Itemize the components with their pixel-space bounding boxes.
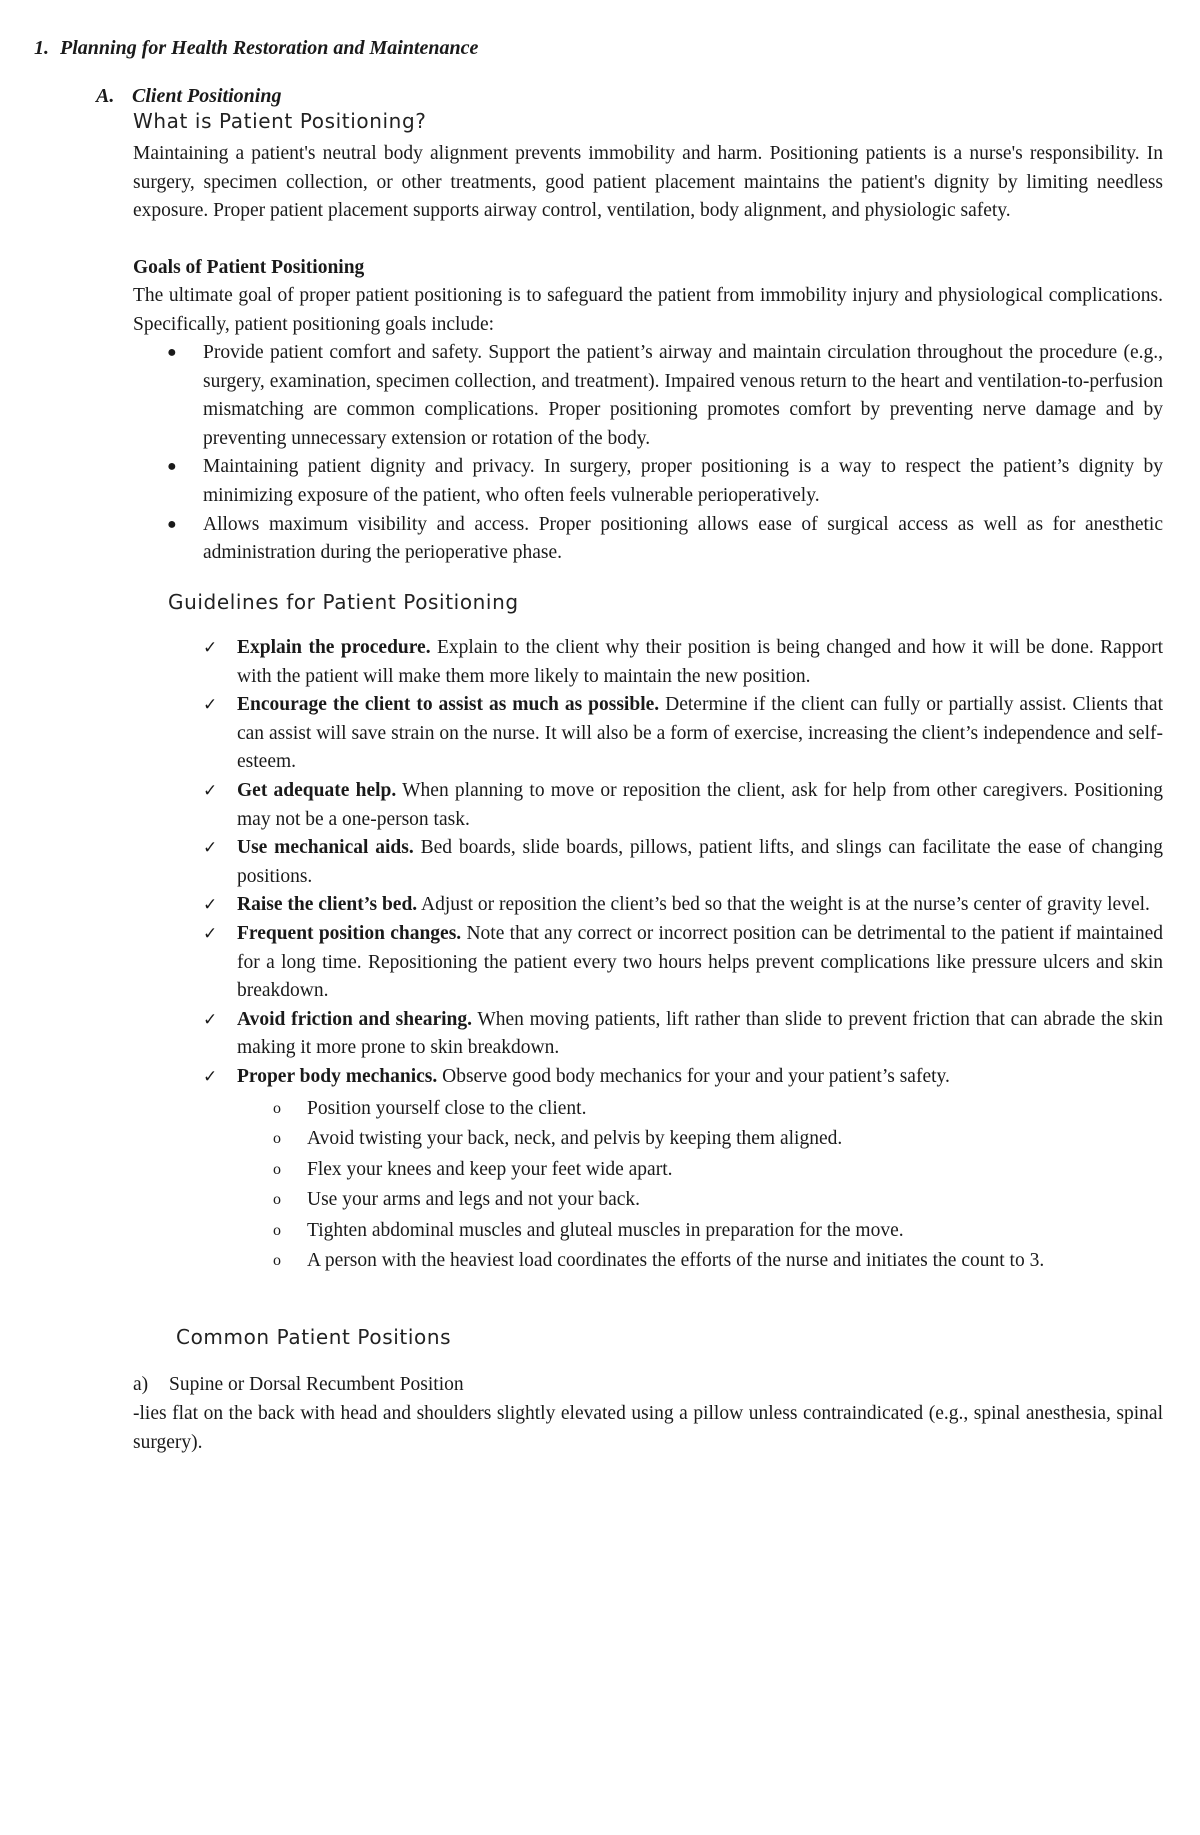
guideline-title: Explain the procedure. bbox=[237, 637, 431, 658]
section-title: Planning for Health Restoration and Maintenance bbox=[60, 37, 479, 59]
checkmark-icon: ✓ bbox=[203, 695, 218, 716]
list-item bbox=[133, 511, 1163, 568]
list-item bbox=[203, 634, 1163, 691]
sub-bullet-icon: o bbox=[273, 1130, 281, 1147]
list-item bbox=[203, 1006, 1163, 1063]
guideline-text: Adjust or reposition the client’s bed so that the weight is at the nurse’s center of gravity level. bbox=[417, 894, 1150, 916]
list-item bbox=[203, 891, 1163, 920]
list-item bbox=[203, 1063, 1163, 1277]
what-is-body: Maintaining a patient's neutral body alignment prevents immobility and harm. Positioning patients is a nurse's responsibility. In surgery, specimen collection, or other treatments, good patient placement maintains the patient's dignity by limiting needless exposure. Proper patient placement supports airway control, ventilation, body alignment, and physiologic safety. bbox=[133, 143, 1163, 222]
body-mechanics-list bbox=[237, 1094, 1163, 1277]
list-item bbox=[237, 1185, 1163, 1216]
guidelines-list bbox=[203, 634, 1163, 1277]
sub-item-text: Use your arms and legs and not your back. bbox=[307, 1189, 641, 1210]
guideline-text: When planning to move or reposition the client, ask for help from other caregivers. Positioning may not be a one-person task. bbox=[237, 779, 1164, 830]
sub-bullet-icon: o bbox=[273, 1099, 281, 1117]
checkmark-icon: ✓ bbox=[203, 923, 218, 944]
bullet-icon: ● bbox=[167, 458, 177, 476]
guideline-title: Get adequate help. bbox=[237, 779, 397, 801]
guideline-text: Bed boards, slide boards, pillows, patient lifts, and slings can facilitate the ease of changing positions. bbox=[237, 837, 1163, 887]
list-item bbox=[133, 339, 1163, 453]
guideline-text: Explain to the client why their position is being changed and how it will be done. Rapport with the patient will make them more likely to maintain the new position. bbox=[237, 637, 1163, 687]
list-item bbox=[133, 453, 1163, 510]
sub-bullet-icon: o bbox=[273, 1160, 281, 1178]
list-item bbox=[237, 1094, 1163, 1125]
guideline-text: When moving patients, lift rather than slide to prevent friction that can abrade the skin making it more prone to skin breakdown. bbox=[237, 1008, 1163, 1059]
checkmark-icon: ✓ bbox=[203, 780, 218, 801]
sub-bullet-icon: o bbox=[273, 1221, 281, 1239]
sub-bullet-icon: o bbox=[273, 1191, 281, 1208]
sub-item-text: Position yourself close to the client. bbox=[307, 1097, 587, 1119]
guideline-text: Observe good body mechanics for your and your patient’s safety. bbox=[437, 1065, 950, 1087]
goal-text: Allows maximum visibility and access. Proper positioning allows ease of surgical access as well as for anesthetic administration during the perioperative phase. bbox=[203, 513, 1163, 564]
list-item bbox=[203, 777, 1163, 834]
guideline-title: Use mechanical aids. bbox=[237, 837, 414, 859]
sub-item-text: A person with the heaviest load coordinates the efforts of the nurse and initiates the count to 3. bbox=[307, 1250, 1045, 1271]
guideline-title: Frequent position changes. bbox=[237, 922, 462, 944]
list-item bbox=[237, 1246, 1163, 1277]
bullet-icon: ● bbox=[167, 515, 177, 533]
section-number: 1. bbox=[34, 37, 49, 59]
goals-list bbox=[133, 339, 1163, 568]
guideline-text: Note that any correct or incorrect position can be detrimental to the patient if maintained for a long time. Repositioning the patient every two hours helps prevent complications like pressure ulcers and skin breakdown. bbox=[237, 922, 1163, 1002]
list-item bbox=[203, 691, 1163, 777]
guideline-title: Proper body mechanics. bbox=[237, 1065, 438, 1087]
guideline-title: Raise the client’s bed. bbox=[237, 894, 418, 916]
checkmark-icon: ✓ bbox=[203, 895, 218, 916]
sub-item-text: Flex your knees and keep your feet wide apart. bbox=[307, 1158, 673, 1180]
position-a-title-line bbox=[133, 1371, 1163, 1400]
guideline-text: Determine if the client can fully or partially assist. Clients that can assist will save strain on the nurse. It will also be a form of exercise, increasing the client’s independence and self-esteem. bbox=[237, 694, 1164, 773]
checkmark-icon: ✓ bbox=[203, 1009, 218, 1030]
position-a-label: a) bbox=[133, 1374, 149, 1395]
list-item bbox=[203, 834, 1163, 891]
list-item bbox=[237, 1155, 1163, 1186]
position-a-description: -lies flat on the back with head and shoulders slightly elevated using a pillow unless contraindicated (e.g., spinal anesthesia, spinal surgery). bbox=[133, 1403, 1163, 1453]
bullet-icon: ● bbox=[167, 344, 177, 361]
what-is-heading: What is Patient Positioning? bbox=[133, 109, 427, 133]
goal-text: Maintaining patient dignity and privacy. In surgery, proper positioning is a way to respect the patient’s dignity by minimizing exposure of the patient, who often feels vulnerable perioperatively. bbox=[203, 456, 1163, 506]
goals-heading: Goals of Patient Positioning bbox=[133, 257, 365, 278]
list-item bbox=[203, 920, 1163, 1006]
checkmark-icon: ✓ bbox=[203, 638, 218, 658]
position-a-title: Supine or Dorsal Recumbent Position bbox=[169, 1374, 464, 1395]
checkmark-icon: ✓ bbox=[203, 838, 218, 859]
common-positions-heading: Common Patient Positions bbox=[176, 1325, 452, 1349]
subsection-heading bbox=[96, 82, 281, 111]
guideline-title: Encourage the client to assist as much as possible. bbox=[237, 694, 660, 716]
guidelines-heading: Guidelines for Patient Positioning bbox=[168, 590, 519, 614]
checkmark-icon: ✓ bbox=[203, 1066, 218, 1087]
subsection-letter: A. bbox=[96, 85, 115, 107]
guideline-title: Avoid friction and shearing. bbox=[237, 1008, 473, 1030]
sub-bullet-icon: o bbox=[273, 1252, 281, 1269]
list-item bbox=[237, 1124, 1163, 1155]
sub-item-text: Avoid twisting your back, neck, and pelvis by keeping them aligned. bbox=[307, 1128, 843, 1149]
section-heading bbox=[34, 34, 478, 63]
sub-item-text: Tighten abdominal muscles and gluteal muscles in preparation for the move. bbox=[307, 1219, 904, 1241]
goal-text: Provide patient comfort and safety. Support the patient’s airway and maintain circulation throughout the procedure (e.g., surgery, examination, specimen collection, and treatment). Impaired venous return to the heart and ventilation-to-perfusion mismatching are common complications. Proper positioning promotes comfort by preventing nerve damage and by preventing unnecessary extension or rotation of the body. bbox=[203, 342, 1163, 449]
subsection-title: Client Positioning bbox=[132, 85, 282, 107]
goals-intro: The ultimate goal of proper patient positioning is to safeguard the patient from immobility injury and physiological complications. Specifically, patient positioning goals include: bbox=[133, 285, 1163, 335]
list-item bbox=[237, 1216, 1163, 1247]
